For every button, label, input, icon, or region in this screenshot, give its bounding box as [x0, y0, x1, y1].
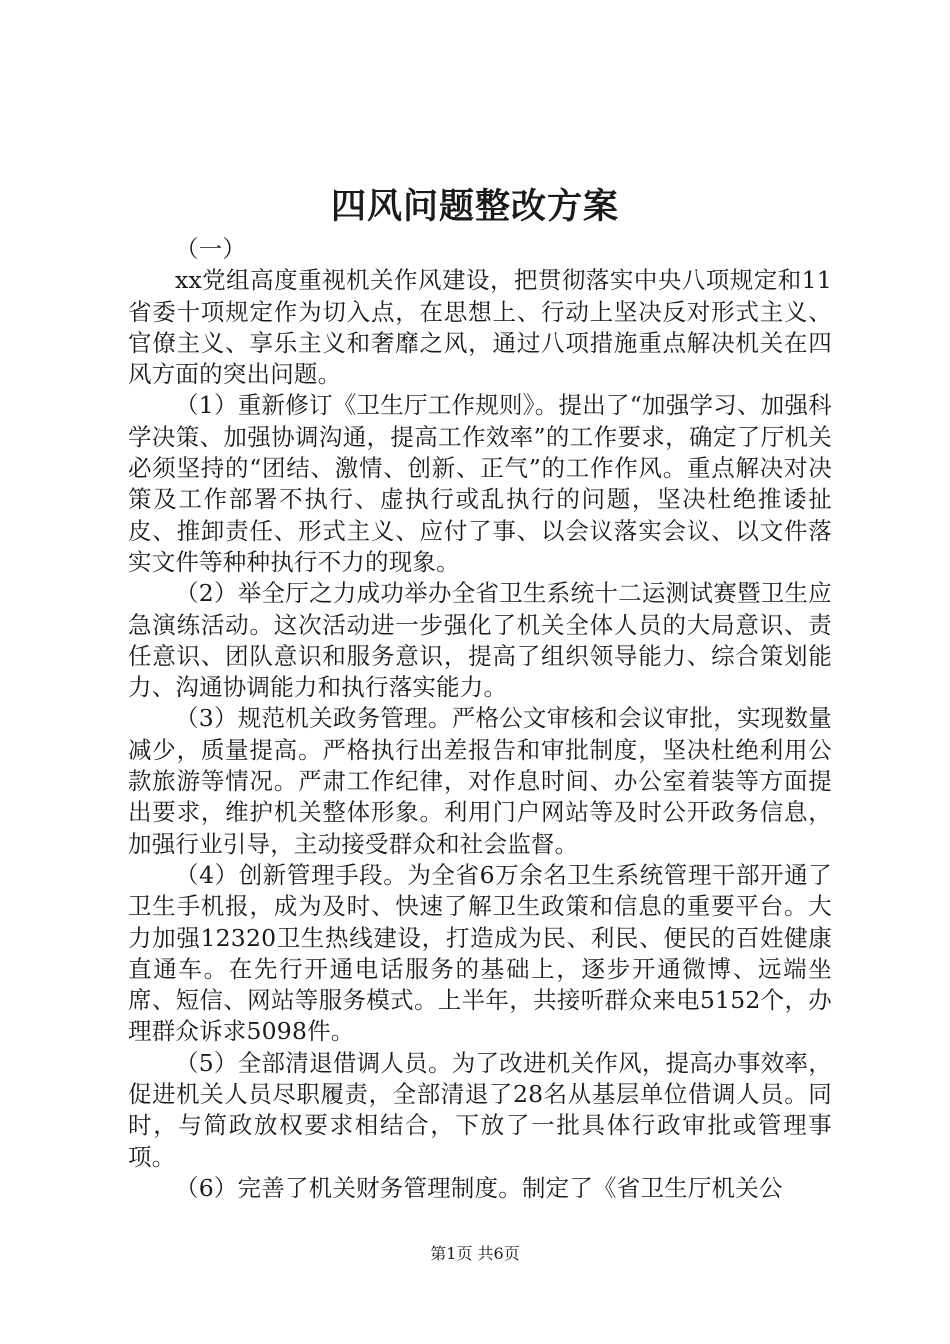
section-label: （一）	[175, 235, 247, 263]
paragraph-item-2: （2）举全厅之力成功举办全省卫生系统十二运测试赛暨卫生应急演练活动。这次活动进一步强化了机关全体人员的大局意识、责任意识、团队意识和服务意识，提高了组织领导能力、综合策划能力、沟通协调能力和执行落实能力。	[128, 579, 832, 702]
paragraph-item-6: （6）完善了机关财务管理制度。制定了《省卫生厅机关公	[175, 1173, 783, 1202]
document-body	[128, 234, 832, 1204]
paragraph-item-1: （1）重新修订《卫生厅工作规则》。提出了“加强学习、加强科学决策、加强协调沟通，提高工作效率”的工作要求，确定了厅机关必须坚持的“团结、激情、创新、正气”的工作作风。重点解决对决策及工作部署不执行、虚执行或乱执行的问题，坚决杜绝推诿扯皮、推卸责任、形式主义、应付了事、以会议落实会议、以文件落实文件等种种执行不力的现象。	[128, 391, 832, 576]
paragraph-item-3: （3）规范机关政务管理。严格公文审核和会议审批，实现数量减少，质量提高。严格执行出差报告和审批制度，坚决杜绝利用公款旅游等情况。严肃工作纪律，对作息时间、办公室着装等方面提出要求，维护机关整体形象。利用门户网站等及时公开政务信息，加强行业引导，主动接受群众和社会监督。	[128, 704, 832, 858]
document-title: 四风问题整改方案	[330, 186, 619, 227]
paragraph-item-5: （5）全部清退借调人员。为了改进机关作风，提高办事效率，促进机关人员尽职履责，全部清退了28名从基层单位借调人员。同时，与简政放权要求相结合，下放了一批具体行政审批或管理事项。	[128, 1048, 832, 1171]
paragraph-item-4: （4）创新管理手段。为全省6万余名卫生系统管理干部开通了卫生手机报，成为及时、快速了解卫生政策和信息的重要平台。大力加强12320卫生热线建设，打造成为民、利民、便民的百姓健康直通车。在先行开通电话服务的基础上，逐步开通微博、远端坐席、短信、网站等服务模式。上半年，共接听群众来电5152个，办理群众诉求5098件。	[128, 860, 832, 1046]
page-footer: 第1页 共6页	[430, 1244, 520, 1263]
paragraph-intro: xx党组高度重视机关作风建设，把贯彻落实中央八项规定和11省委十项规定作为切入点，在思想上、行动上坚决反对形式主义、官僚主义、享乐主义和奢靡之风，通过八项措施重点解决机关在四风方面的突出问题。	[128, 266, 832, 389]
